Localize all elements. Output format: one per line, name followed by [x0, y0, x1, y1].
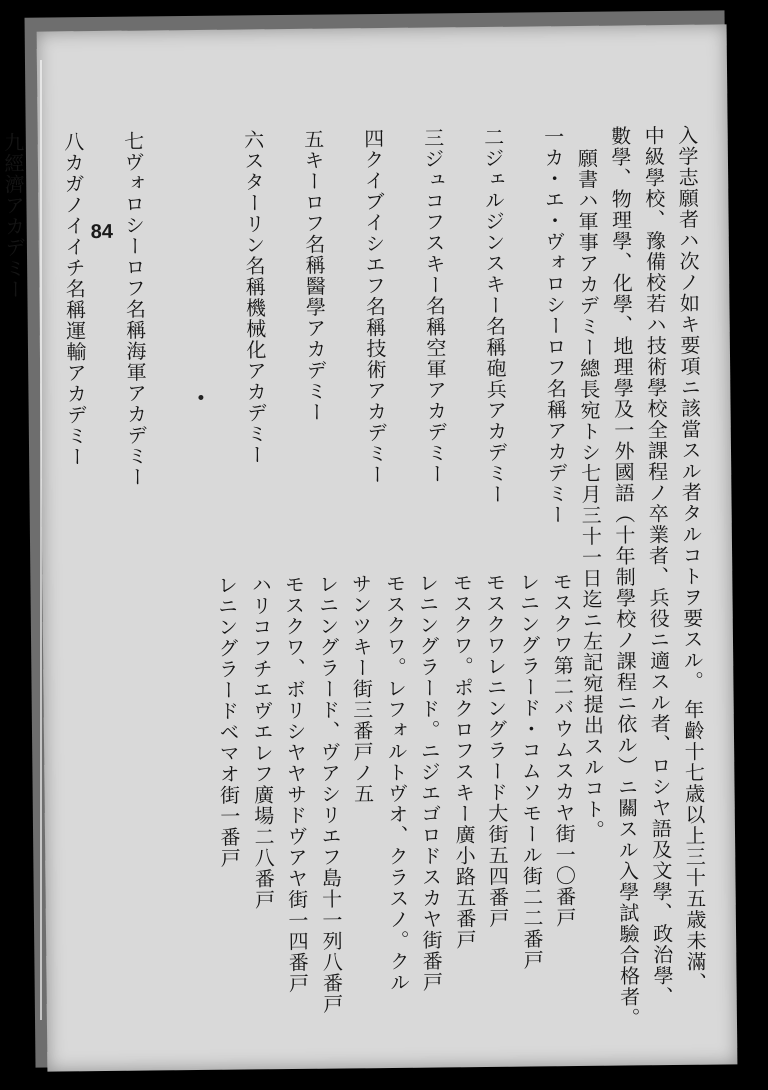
academy-item-3: 三ジュコフスキー名稱空軍アカデミー: [420, 127, 449, 485]
page-edge-highlight: [40, 60, 42, 1020]
address-8: モスクワ、ボリシヤヤサドヴアヤ街一四番戸: [281, 573, 310, 995]
academy-item-7: 七ヴォロシーロフ名稱海軍アカデミー: [120, 130, 149, 488]
academy-item-8: 八カガノイイチ名稱運輸アカデミー: [60, 131, 89, 468]
intro-line-1: 入学志願者ハ次ノ如キ要項ニ該當スル者タルコトヲ要スル。 年齡十七歳以上三十五歳未滿、: [674, 124, 708, 994]
address-9: ハリコフチエヴエレフ廣場二八番戸: [248, 574, 276, 911]
intro-line-2: 中級學校、豫備校若ハ技術學校全課程ノ卒業者、兵役ニ適スル者、ロシヤ語及文學、政治學、: [641, 125, 675, 1008]
address-6b: サンツキー街三番戸ノ五: [348, 573, 375, 805]
address-6: モスクワ。レフォルトヴオ、クラスノ。クル: [382, 572, 411, 994]
address-3: モスクワレニングラード大街五四番戸: [482, 571, 510, 929]
address-2: レニングラード・コムソモール街二二番戸: [516, 571, 545, 971]
academy-item-2: 二ジェルジンスキー名稱砲兵アカデミー: [480, 126, 509, 505]
intro-line-3: 數學、物理學、化學、地理學及一外國語（十年制學校ノ課程ニ依ル）ニ關スル入學試驗合格者。: [607, 125, 642, 1029]
academy-item-5: 五キーロフ名稱醫學アカデミー: [300, 128, 328, 423]
page-number: 84: [90, 220, 114, 244]
intro-line-4: 願書ハ軍事アカデミー總長宛トシ七月三十一日迄ニ左記宛提出スルコト。: [574, 147, 606, 841]
address-10: レニングラードベマオ街一番戸: [214, 574, 242, 869]
academy-item-4: 四クイブイシエフ名稱技術アカデミー: [360, 128, 389, 486]
address-1: モスクワ第二バウムスカヤ街一〇番戸: [549, 571, 577, 929]
address-5: レニングラード。ニジエゴロドスカヤ街番戸: [415, 572, 444, 993]
address-4: モスクワ。ポクロフスキー廣小路五番戸: [449, 572, 478, 951]
academy-item-6: 六スターリン名稱機械化アカデミー: [240, 129, 269, 466]
academy-item-9: 九經濟アカデミー: [0, 131, 27, 301]
academy-item-1: 一カ・エ・ヴォロシーロフ名稱アカデミー: [540, 126, 569, 526]
academy-item-6b: [149, 130, 218, 991]
address-7: レニングラード、ヴアシリエフ島十一列八番戸: [315, 573, 344, 1015]
document-page: [0, 24, 738, 1071]
